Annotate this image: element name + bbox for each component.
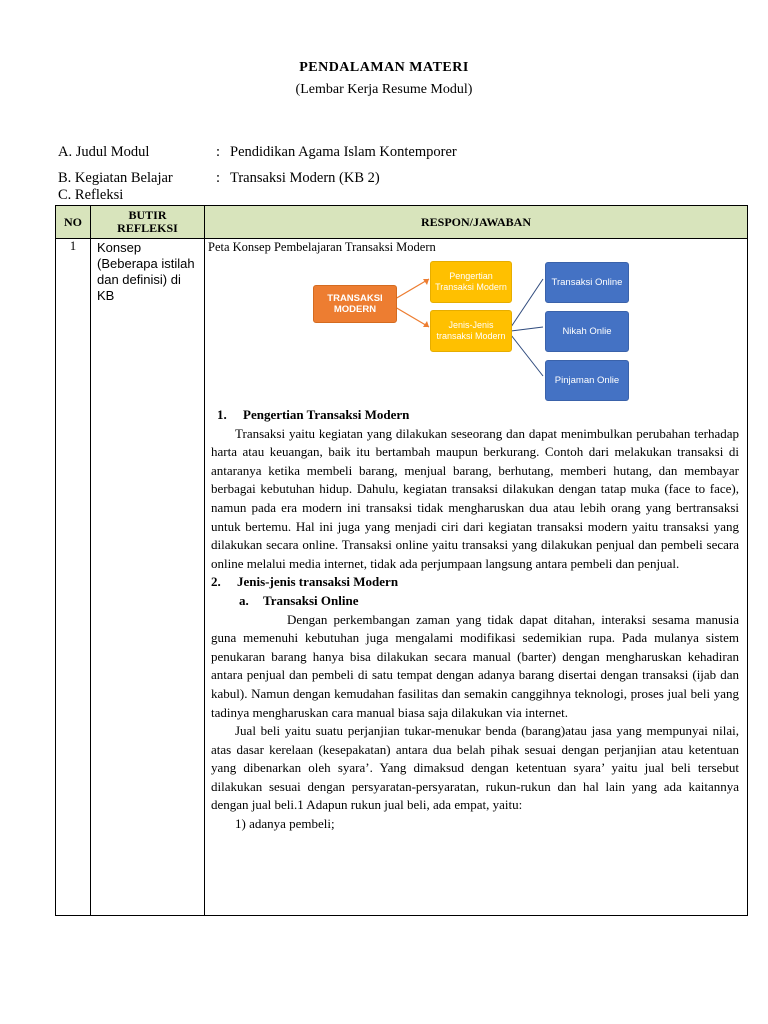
concept-leaf-nikah-onlie: Nikah Onlie [545, 311, 629, 352]
table-row [56, 239, 748, 916]
section-heading-pengertian: 1. Pengertian Transaksi Modern [217, 407, 410, 422]
concept-map-title: Peta Konsep Pembelajaran Transaksi Modern [208, 240, 436, 254]
meta-label: B. Kegiatan Belajar [58, 170, 173, 186]
row-butir-refleksi: Konsep (Beberapa istilah dan definisi) di KB [91, 239, 205, 916]
meta-value: Pendidikan Agama Islam Kontemporer [230, 144, 457, 160]
concept-leaf-transaksi-online: Transaksi Online [545, 262, 629, 303]
document-title: PENDALAMAN MATERI [299, 60, 469, 75]
paragraph-jual-beli: Jual beli yaitu suatu perjanjian tukar-menukar benda (barang)atau jasa yang mempunyai nilai, atas dasar kerelaan (kesepakatan) antara dua belah pihak sesuai dengan perjanjian atau ketentuan yang dibenarkan oleh syara’. Yang dimaksud dengan ketentuan syara’ yaitu jual beli tersebut dilakukan sesuai dengan persyaratan-persyaratan, rukun-rukun dan hal lain yang ada kaitannya dengan jual beli.1 Adapun rukun jual beli, ada empat, yaitu: [211, 723, 739, 813]
subsection-heading-transaksi-online: a. Transaksi Online [239, 592, 359, 608]
document-subtitle: (Lembar Kerja Resume Modul) [295, 82, 473, 97]
refleksi-table [55, 205, 748, 916]
paragraph-transaksi-online: Dengan perkembangan zaman yang tidak dapat ditahan, interaksi sesama manusia guna memenuhi kebutuhan juga mengalami modifikasi sedemikian rupa. Pada mulanya sistem penukaran barang hanya bisa dilakukan secara manual (barter) dengan mengharuskan kehadiran antara penjual dan pembeli di satu tempat dengan adanya barang disertai dengan transaksi (ijab dan kabul). Namun dengan kemudahan fasilitas dan semakin canggihnya teknologi, proses jual beli yang tadinya mengharuskan cara manual biasa saja dilakukan via internet. [211, 611, 739, 720]
meta-label: C. Refleksi [58, 187, 124, 203]
meta-label: A. Judul Modul [58, 144, 150, 160]
table-header-row [56, 206, 748, 239]
concept-branch-jenis: Jenis-Jenis transaksi Modern [430, 310, 512, 352]
meta-kegiatan-belajar: B. Kegiatan Belajar : Transaksi Modern (KB 2) [58, 170, 380, 186]
header-no: NO [56, 206, 91, 239]
list-item-rukun: 1) adanya pembeli; [235, 816, 335, 832]
concept-map-diagram [205, 239, 747, 409]
section-heading-jenis: 2. Jenis-jenis transaksi Modern [211, 574, 399, 590]
response-body [211, 406, 739, 834]
concept-root-box: TRANSAKSI MODERN [313, 285, 397, 323]
header-butir-refleksi: BUTIR REFLEKSI [91, 206, 205, 239]
row-respon [205, 239, 748, 916]
paragraph-pengertian: Transaksi yaitu kegiatan yang dilakukan seseorang dan dapat menimbulkan perubahan terhadap harta atau keuangan, baik itu bertambah maupun berkurang. Contoh dari melakukan transaksi di antaranya ketika membeli barang, menjual barang, berhutang, memberi hutang, dan membayar berbagai kebutuhan hidup. Dahulu, kegiatan transaksi dilakukan dengan tatap muka (face to face), namun pada era modern ini transaksi tidak mengharuskan dua atau lebih orang yang bertransaksi untuk bertemu. Hal ini juga yang menjadi ciri dari kegiatan transaksi modern yaitu transaksi yang dilakukan secara online. Transaksi online yaitu transaksi yang dilakukan penjual dan pembeli secara online melalui media internet, tidak ada perjumpaan langsung antara pembeli dan penjual. [211, 425, 739, 571]
concept-leaf-pinjaman-onlie: Pinjaman Onlie [545, 360, 629, 401]
meta-value: Transaksi Modern (KB 2) [230, 170, 380, 186]
meta-refleksi [58, 187, 216, 204]
meta-judul-modul: A. Judul Modul : Pendidikan Agama Islam Kontemporer [58, 144, 457, 160]
header-respon-jawaban: RESPON/JAWABAN [205, 206, 748, 239]
concept-branch-pengertian: Pengertian Transaksi Modern [430, 261, 512, 303]
row-number: 1 [56, 239, 91, 916]
